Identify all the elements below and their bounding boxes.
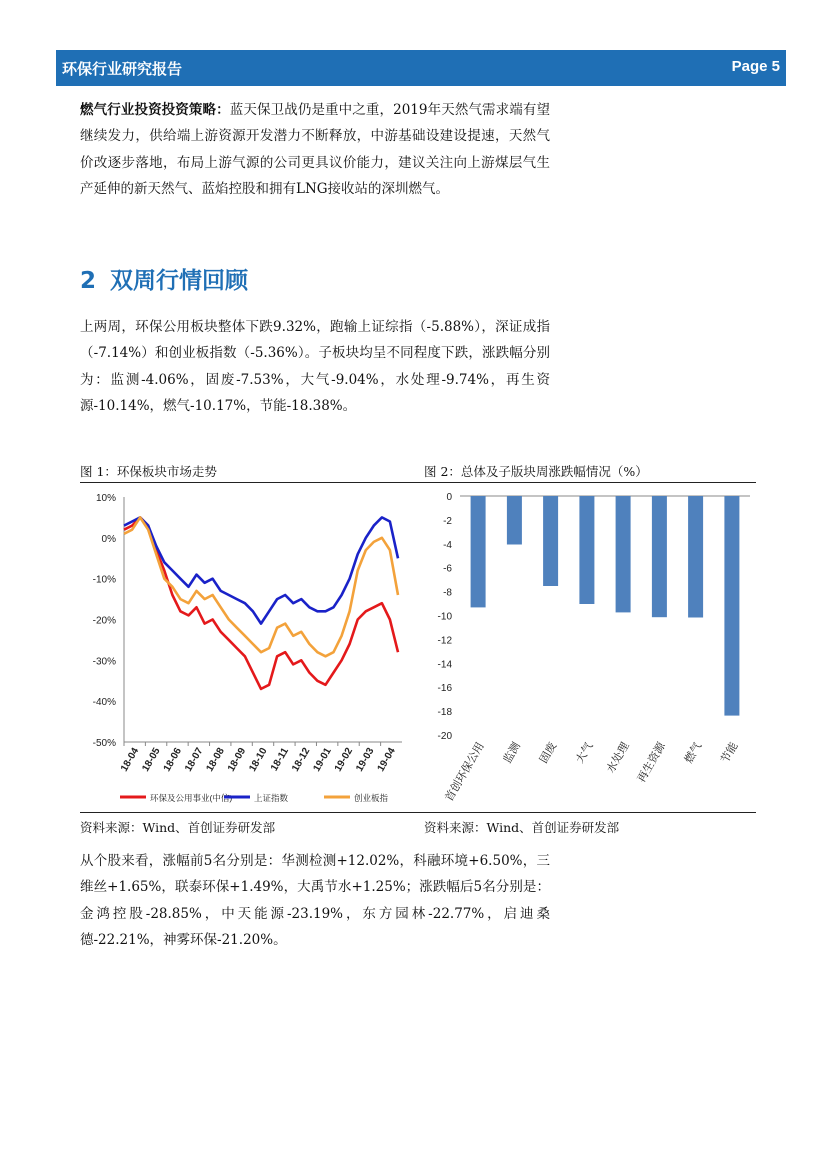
- bar: [543, 496, 558, 586]
- figure2-caption: 图 2：总体及子版块周涨跌幅情况（%）: [424, 464, 648, 479]
- x-tick-label: 19-02: [332, 746, 356, 774]
- x-tick-label: 19-03: [354, 746, 377, 774]
- y-tick-label: -10%: [92, 574, 116, 586]
- y-tick-label: -40%: [92, 697, 116, 709]
- series-line: [124, 517, 398, 689]
- x-tick-label: 18-10: [247, 746, 270, 774]
- x-tick-label: 18-08: [204, 746, 227, 774]
- legend-label: 创业板指: [354, 793, 389, 803]
- legend-label: 环保及公用事业(中信): [150, 793, 233, 803]
- y-tick-label: -6: [443, 563, 452, 575]
- y-tick-label: -18: [437, 707, 452, 719]
- gas-strategy-label: 燃气行业投资投资策略：: [80, 102, 230, 118]
- gas-strategy-paragraph: [80, 97, 550, 203]
- x-tick-label: 19-01: [311, 746, 334, 774]
- sector-change-chart: [420, 484, 756, 810]
- section-number: 2: [80, 268, 97, 294]
- y-tick-label: -16: [437, 683, 452, 695]
- x-tick-label: 水处理: [604, 740, 632, 776]
- figure1-source: 资料来源：Wind、首创证券研发部: [80, 820, 276, 835]
- x-tick-label: 18-06: [161, 746, 185, 774]
- x-tick-label: 燃气: [682, 740, 705, 766]
- review-paragraph: 上两周，环保公用板块整体下跌9.32%，跑输上证综指（-5.88%），深证成指（-7.14%）和创业板指数（-5.36%）。子板块均呈不同程度下跌，涨跌幅分别为：监测-4.06%，固废-7.53%，大气-9.04%，水处理-9.74%，再生资源-10.14%，燃气-10.17%，节能-18.38%。: [80, 319, 550, 415]
- bar: [507, 496, 522, 545]
- y-tick-label: -50%: [92, 738, 116, 749]
- bar: [579, 496, 594, 604]
- bar: [471, 496, 486, 607]
- gas-strategy-text: 蓝天保卫战仍是重中之重，2019年天然气需求端有望继续发力，供给端上游资源开发潜力不断释放，中游基础设建设提速，天然气价改逐步落地，布局上游气源的公司更具议价能力，建议关注向上游煤层气生产延伸的新天然气、蓝焰控股和拥有LNG接收站的深圳燃气。: [80, 102, 551, 198]
- x-tick-label: 18-11: [268, 746, 291, 774]
- page-header: [56, 50, 786, 86]
- x-tick-label: 节能: [719, 740, 741, 766]
- x-tick-label: 18-05: [140, 746, 163, 774]
- x-tick-label: 再生资源: [635, 740, 668, 785]
- bar: [688, 496, 703, 618]
- y-tick-label: -14: [437, 659, 452, 671]
- figure-top-rule: [80, 482, 756, 483]
- x-tick-label: 18-12: [290, 746, 313, 774]
- y-tick-label: 0: [446, 492, 452, 503]
- y-tick-label: -30%: [92, 656, 116, 668]
- y-tick-label: -20%: [92, 615, 116, 627]
- section-heading: [80, 262, 248, 295]
- stocks-paragraph: 从个股来看，涨幅前5名分别是：华测检测+12.02%，科融环境+6.50%，三维丝+1.65%，联泰环保+1.49%，大禹节水+1.25%；涨跌幅后5名分别是：金鸿控股-28.85%，中天能源-23.19%，东方园林-22.77%，启迪桑德-22.21%，神雾环保-21.20%。: [80, 853, 550, 949]
- page-number: Page 5: [731, 58, 780, 75]
- y-tick-label: -20: [437, 731, 452, 742]
- x-tick-label: 大气: [574, 740, 596, 766]
- y-tick-label: 0%: [101, 533, 116, 545]
- bar: [652, 496, 667, 617]
- y-tick-label: -4: [443, 539, 452, 551]
- series-line: [124, 517, 398, 656]
- legend-label: 上证指数: [254, 793, 289, 803]
- figure2-source: 资料来源：Wind、首创证券研发部: [424, 820, 620, 835]
- x-tick-label: 18-09: [225, 746, 249, 774]
- y-tick-label: -10: [437, 611, 452, 623]
- x-tick-label: 18-04: [118, 746, 142, 774]
- section-title: 双周行情回顾: [110, 268, 249, 294]
- market-trend-chart: [80, 484, 415, 810]
- x-tick-label: 固废: [537, 740, 560, 766]
- x-tick-label: 首创环保公用: [443, 740, 487, 804]
- figure-bottom-rule: [80, 812, 756, 813]
- figure1-caption: 图 1：环保板块市场走势: [80, 464, 217, 479]
- y-tick-label: -2: [443, 515, 452, 527]
- x-tick-label: 监测: [501, 740, 523, 766]
- y-tick-label: -8: [443, 587, 452, 599]
- x-tick-label: 18-07: [183, 746, 206, 774]
- bar: [616, 496, 631, 612]
- x-tick-label: 19-04: [375, 746, 398, 774]
- y-tick-label: -12: [437, 635, 452, 647]
- y-tick-label: 10%: [95, 493, 116, 504]
- report-title: 环保行业研究报告: [62, 60, 183, 78]
- bar: [724, 496, 739, 716]
